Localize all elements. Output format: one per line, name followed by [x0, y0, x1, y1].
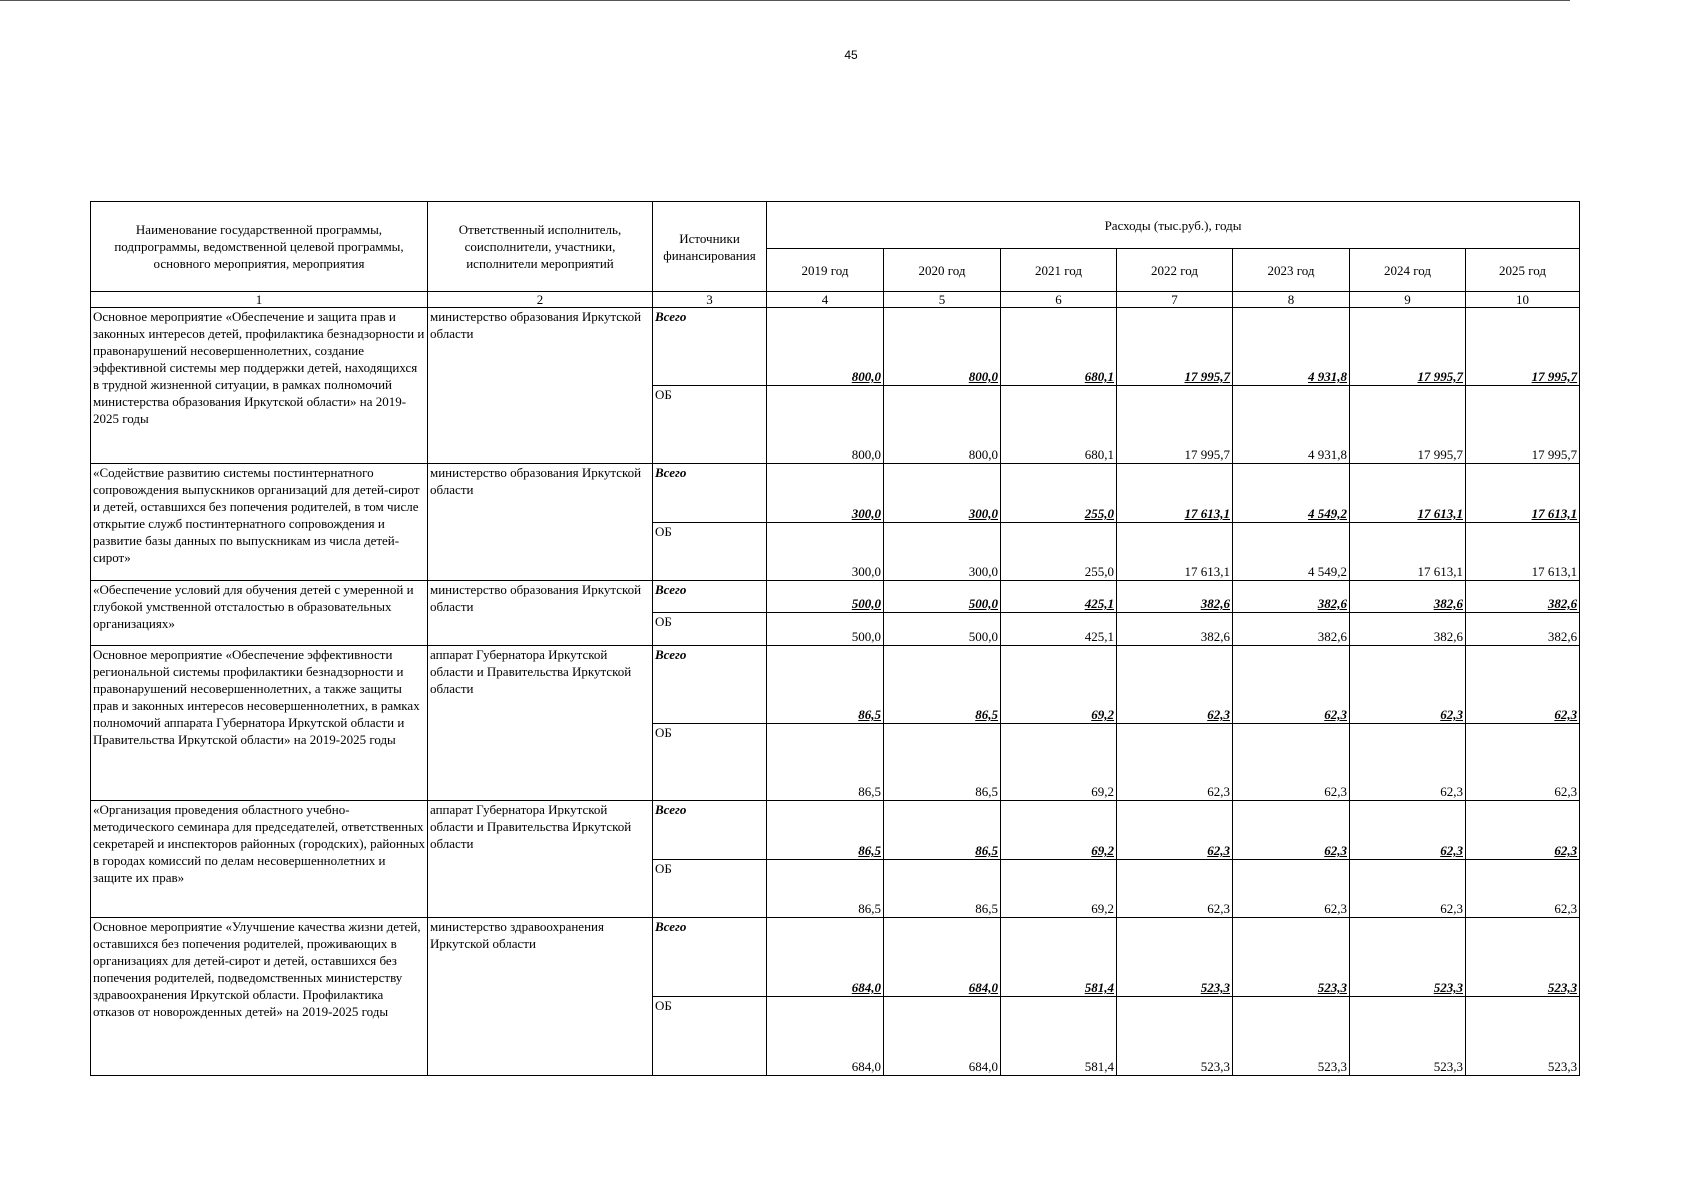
ob-amount-cell: 523,3 [1117, 997, 1233, 1076]
ob-amount-cell: 86,5 [767, 860, 884, 918]
ob-amount-cell: 684,0 [767, 997, 884, 1076]
activity-name: Основное мероприятие «Обеспечение и защита прав и законных интересов детей, профилактика безнадзорности и правонарушений несовершеннолетних, создание эффективной системы мер поддержки детей, находящихся в трудной жизненной ситуации, в рамках полномочий министерства образования Иркутской области» на 2019-2025 годы [91, 308, 428, 464]
ob-amount-cell: 4 549,2 [1233, 523, 1350, 581]
total-amount-cell: 523,3 [1233, 918, 1350, 997]
header-row [91, 202, 1580, 249]
ob-amount-cell: 680,1 [1001, 386, 1117, 464]
column-number: 5 [884, 292, 1001, 308]
total-amount-cell: 17 995,7 [1117, 308, 1233, 386]
ob-amount-cell: 62,3 [1350, 860, 1466, 918]
ob-amount-cell: 17 613,1 [1466, 523, 1580, 581]
column-numbers-row [91, 292, 1580, 308]
ob-amount-cell: 255,0 [1001, 523, 1117, 581]
total-amount-cell: 62,3 [1350, 646, 1466, 724]
total-amount-cell: 62,3 [1233, 646, 1350, 724]
year-header: 2019 год [767, 249, 884, 292]
total-amount-cell: 581,4 [1001, 918, 1117, 997]
ob-amount-cell: 62,3 [1466, 860, 1580, 918]
activity-name: Основное мероприятие «Улучшение качества жизни детей, оставшихся без попечения родителей, проживающих в организациях для детей-сирот и детей, оставшихся без попечения родителей, подведомственных министерству здравоохранения Иркутской области. Профилактика отказов от новорожденных детей» на 2019-2025 годы [91, 918, 428, 1076]
ob-amount-cell: 382,6 [1117, 613, 1233, 646]
source-total-label: Всего [653, 918, 767, 997]
ob-amount-cell: 425,1 [1001, 613, 1117, 646]
ob-amount-cell: 800,0 [767, 386, 884, 464]
responsible-executor: министерство образования Иркутской области [428, 581, 653, 646]
total-amount-cell: 17 613,1 [1466, 464, 1580, 523]
total-amount-cell: 800,0 [884, 308, 1001, 386]
column-number: 8 [1233, 292, 1350, 308]
column-number: 4 [767, 292, 884, 308]
total-amount-cell: 523,3 [1466, 918, 1580, 997]
table-row [91, 464, 1580, 523]
ob-amount-cell: 86,5 [884, 860, 1001, 918]
ob-amount-cell: 300,0 [767, 523, 884, 581]
source-ob-label: ОБ [653, 386, 767, 464]
year-header: 2022 год [1117, 249, 1233, 292]
total-amount-cell: 684,0 [767, 918, 884, 997]
total-amount-cell: 17 995,7 [1466, 308, 1580, 386]
source-total-label: Всего [653, 581, 767, 613]
source-total-label: Всего [653, 801, 767, 860]
total-amount-cell: 86,5 [884, 646, 1001, 724]
source-ob-label: ОБ [653, 523, 767, 581]
activity-name: «Организация проведения областного учебно-методического семинара для председателей, ответственных секретарей и инспекторов районных (городских), районных в городах комиссий по делам несовершеннолетних и защите их прав» [91, 801, 428, 918]
source-ob-label: ОБ [653, 613, 767, 646]
table-body [91, 308, 1580, 1076]
activity-name: «Обеспечение условий для обучения детей с умеренной и глубокой умственной отсталостью в образовательных организациях» [91, 581, 428, 646]
ob-amount-cell: 684,0 [884, 997, 1001, 1076]
column-number: 1 [91, 292, 428, 308]
source-total-label: Всего [653, 308, 767, 386]
responsible-executor: министерство образования Иркутской области [428, 308, 653, 464]
responsible-executor: аппарат Губернатора Иркутской области и Правительства Иркутской области [428, 801, 653, 918]
ob-amount-cell: 800,0 [884, 386, 1001, 464]
total-amount-cell: 17 613,1 [1117, 464, 1233, 523]
total-amount-cell: 382,6 [1233, 581, 1350, 613]
total-amount-cell: 680,1 [1001, 308, 1117, 386]
ob-amount-cell: 62,3 [1233, 724, 1350, 801]
ob-amount-cell: 69,2 [1001, 724, 1117, 801]
ob-amount-cell: 62,3 [1117, 860, 1233, 918]
ob-amount-cell: 62,3 [1233, 860, 1350, 918]
ob-amount-cell: 86,5 [767, 724, 884, 801]
column-number: 10 [1466, 292, 1580, 308]
ob-amount-cell: 17 613,1 [1350, 523, 1466, 581]
total-amount-cell: 4 549,2 [1233, 464, 1350, 523]
ob-amount-cell: 17 995,7 [1466, 386, 1580, 464]
ob-amount-cell: 62,3 [1117, 724, 1233, 801]
year-header: 2021 год [1001, 249, 1117, 292]
total-amount-cell: 300,0 [884, 464, 1001, 523]
total-amount-cell: 382,6 [1350, 581, 1466, 613]
table-row [91, 581, 1580, 613]
total-amount-cell: 523,3 [1117, 918, 1233, 997]
total-amount-cell: 62,3 [1350, 801, 1466, 860]
source-ob-label: ОБ [653, 724, 767, 801]
ob-amount-cell: 382,6 [1466, 613, 1580, 646]
ob-amount-cell: 62,3 [1466, 724, 1580, 801]
page-number: 45 [844, 48, 858, 62]
ob-amount-cell: 523,3 [1466, 997, 1580, 1076]
ob-amount-cell: 69,2 [1001, 860, 1117, 918]
year-header: 2023 год [1233, 249, 1350, 292]
total-amount-cell: 425,1 [1001, 581, 1117, 613]
total-amount-cell: 62,3 [1466, 801, 1580, 860]
total-amount-cell: 69,2 [1001, 646, 1117, 724]
total-amount-cell: 86,5 [767, 646, 884, 724]
ob-amount-cell: 86,5 [884, 724, 1001, 801]
total-amount-cell: 62,3 [1117, 646, 1233, 724]
source-ob-label: ОБ [653, 997, 767, 1076]
total-amount-cell: 86,5 [884, 801, 1001, 860]
total-amount-cell: 62,3 [1233, 801, 1350, 860]
activity-name: Основное мероприятие «Обеспечение эффективности региональной системы профилактики безнадзорности и правонарушений несовершеннолетних, а также защиты прав и законных интересов несовершеннолетних, в рамках полномочий аппарата Губернатора Иркутской области и Правительства Иркутской области» на 2019-2025 годы [91, 646, 428, 801]
ob-amount-cell: 62,3 [1350, 724, 1466, 801]
column-number: 9 [1350, 292, 1466, 308]
total-amount-cell: 62,3 [1117, 801, 1233, 860]
total-amount-cell: 4 931,8 [1233, 308, 1350, 386]
ob-amount-cell: 500,0 [767, 613, 884, 646]
column-number: 7 [1117, 292, 1233, 308]
table-row [91, 646, 1580, 724]
scan-edge-line [0, 0, 1570, 1]
ob-amount-cell: 17 995,7 [1117, 386, 1233, 464]
source-total-label: Всего [653, 646, 767, 724]
source-ob-label: ОБ [653, 860, 767, 918]
year-header: 2025 год [1466, 249, 1580, 292]
total-amount-cell: 69,2 [1001, 801, 1117, 860]
total-amount-cell: 500,0 [884, 581, 1001, 613]
total-amount-cell: 684,0 [884, 918, 1001, 997]
table-row [91, 308, 1580, 386]
ob-amount-cell: 523,3 [1350, 997, 1466, 1076]
ob-amount-cell: 382,6 [1350, 613, 1466, 646]
total-amount-cell: 62,3 [1466, 646, 1580, 724]
column-number: 2 [428, 292, 653, 308]
year-header: 2024 год [1350, 249, 1466, 292]
name-column-header: Наименование государственной программы, подпрограммы, ведомственной целевой программы, основного мероприятия, мероприятия [91, 202, 428, 292]
source-total-label: Всего [653, 464, 767, 523]
ob-amount-cell: 523,3 [1233, 997, 1350, 1076]
total-amount-cell: 523,3 [1350, 918, 1466, 997]
responsible-executor: аппарат Губернатора Иркутской области и Правительства Иркутской области [428, 646, 653, 801]
ob-amount-cell: 300,0 [884, 523, 1001, 581]
ob-amount-cell: 500,0 [884, 613, 1001, 646]
total-amount-cell: 86,5 [767, 801, 884, 860]
ob-amount-cell: 581,4 [1001, 997, 1117, 1076]
table-row [91, 801, 1580, 860]
ob-amount-cell: 17 995,7 [1350, 386, 1466, 464]
total-amount-cell: 255,0 [1001, 464, 1117, 523]
source-column-header: Источники финансирования [653, 202, 767, 292]
column-number: 3 [653, 292, 767, 308]
responsible-column-header: Ответственный исполнитель, соисполнители, участники, исполнители мероприятий [428, 202, 653, 292]
activity-name: «Содействие развитию системы постинтернатного сопровождения выпускников организаций для детей-сирот и детей, оставшихся без попечения родителей, в том числе открытие служб постинтернатного сопровождения и развитие базы данных по выпускникам из числа детей-сирот» [91, 464, 428, 581]
year-header: 2020 год [884, 249, 1001, 292]
ob-amount-cell: 17 613,1 [1117, 523, 1233, 581]
total-amount-cell: 382,6 [1466, 581, 1580, 613]
ob-amount-cell: 382,6 [1233, 613, 1350, 646]
total-amount-cell: 800,0 [767, 308, 884, 386]
column-number: 6 [1001, 292, 1117, 308]
table-row [91, 918, 1580, 997]
budget-table [90, 201, 1580, 1076]
responsible-executor: министерство образования Иркутской области [428, 464, 653, 581]
expenses-column-header: Расходы (тыс.руб.), годы [767, 202, 1580, 249]
total-amount-cell: 382,6 [1117, 581, 1233, 613]
total-amount-cell: 300,0 [767, 464, 884, 523]
ob-amount-cell: 4 931,8 [1233, 386, 1350, 464]
responsible-executor: министерство здравоохранения Иркутской области [428, 918, 653, 1076]
total-amount-cell: 17 613,1 [1350, 464, 1466, 523]
total-amount-cell: 17 995,7 [1350, 308, 1466, 386]
total-amount-cell: 500,0 [767, 581, 884, 613]
